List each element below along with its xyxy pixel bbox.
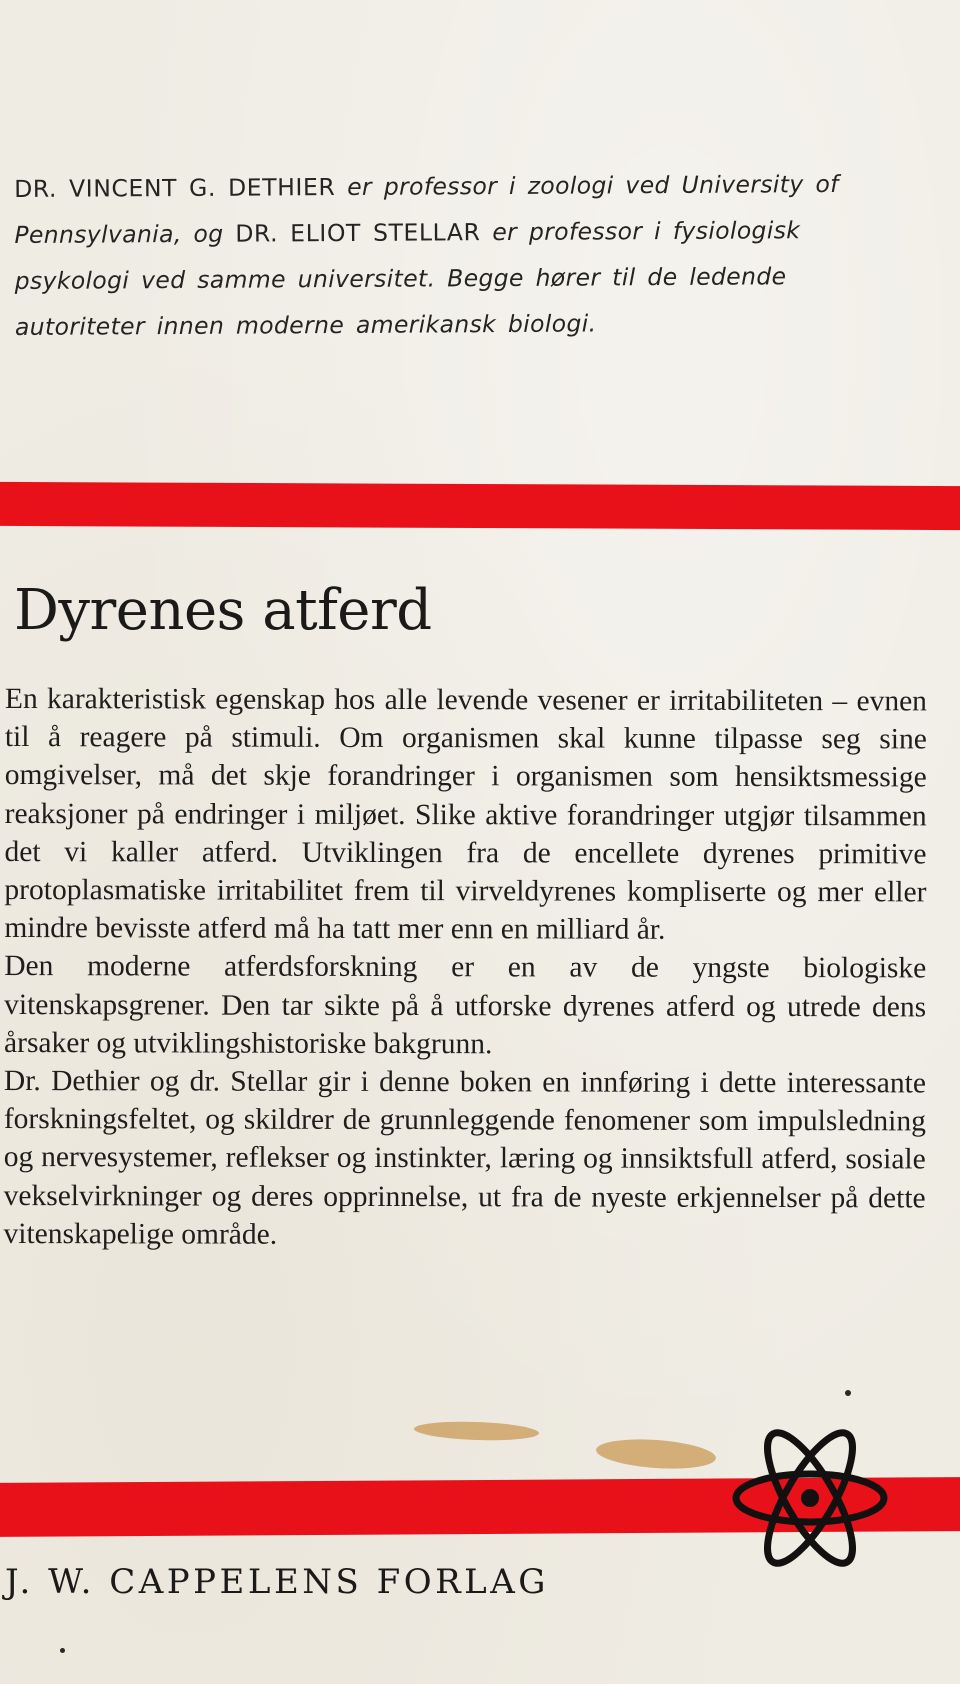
- author-note: [14, 160, 925, 350]
- red-band-top: [0, 482, 960, 530]
- blurb-paragraph-1: En karakteristisk egenskap hos alle levende vesener er irritabiliteten – evnen til å reagere på stimuli. Om organismen skal kunne tilpasse seg sine omgivelser, må det skje forandringer i organismen som hensiktsmessige reaksjoner på endringer i miljøet. Slike aktive forandringer utgjør tilsammen det vi kaller atferd. Utviklingen fra de encellete dyrenes primitive protoplasmatiske irritabilitet frem til virveldyrenes kompliserte og mer eller mindre bevisste atferd må ha tatt mer enn en milliard år.: [4, 683, 927, 946]
- paper-speck: [845, 1390, 851, 1396]
- atom-icon: [730, 1412, 890, 1584]
- book-title: Dyrenes atferd: [14, 578, 432, 643]
- author-name-stellar: DR. ELIOT STELLAR: [235, 218, 481, 248]
- author-note-text-2: er professor i fysiologisk psykologi ved samme universitet. Begge hører til de ledende autoriteter innen moderne amerikansk biologi.: [14, 216, 801, 341]
- author-note-text-1: er professor i zoologi ved University of Pennsylvania, og: [14, 169, 839, 249]
- author-name-dethier: DR. VINCENT G. DETHIER: [14, 173, 336, 203]
- blurb-paragraph-2: Den moderne atferdsforskning er en av de yngste biologiske vitenskapsgrener. Den tar sikte på å utforske dyrenes atferd og utrede dens årsaker og utviklingshistoriske bakgrunn.: [4, 950, 927, 1061]
- blurb-text: [3, 680, 926, 1255]
- paper-stain: [414, 1420, 540, 1442]
- paper-stain: [595, 1436, 717, 1472]
- publisher-name: J. W. CAPPELENS FORLAG: [5, 1562, 549, 1602]
- paper-speck: [60, 1648, 65, 1653]
- blurb-paragraph-3: Dr. Dethier og dr. Stellar gir i denne boken en innføring i dette interessante forskningsfeltet, og skildrer de grunnleggende fenomener som impulsledning og nervesystemer, reflekser og instinkter, læring og innsiktsfull atferd, sosiale vekselvirkninger og deres opprinnelse, ut fra de nyeste erkjennelser på dette vitenskapelige område.: [3, 1065, 926, 1251]
